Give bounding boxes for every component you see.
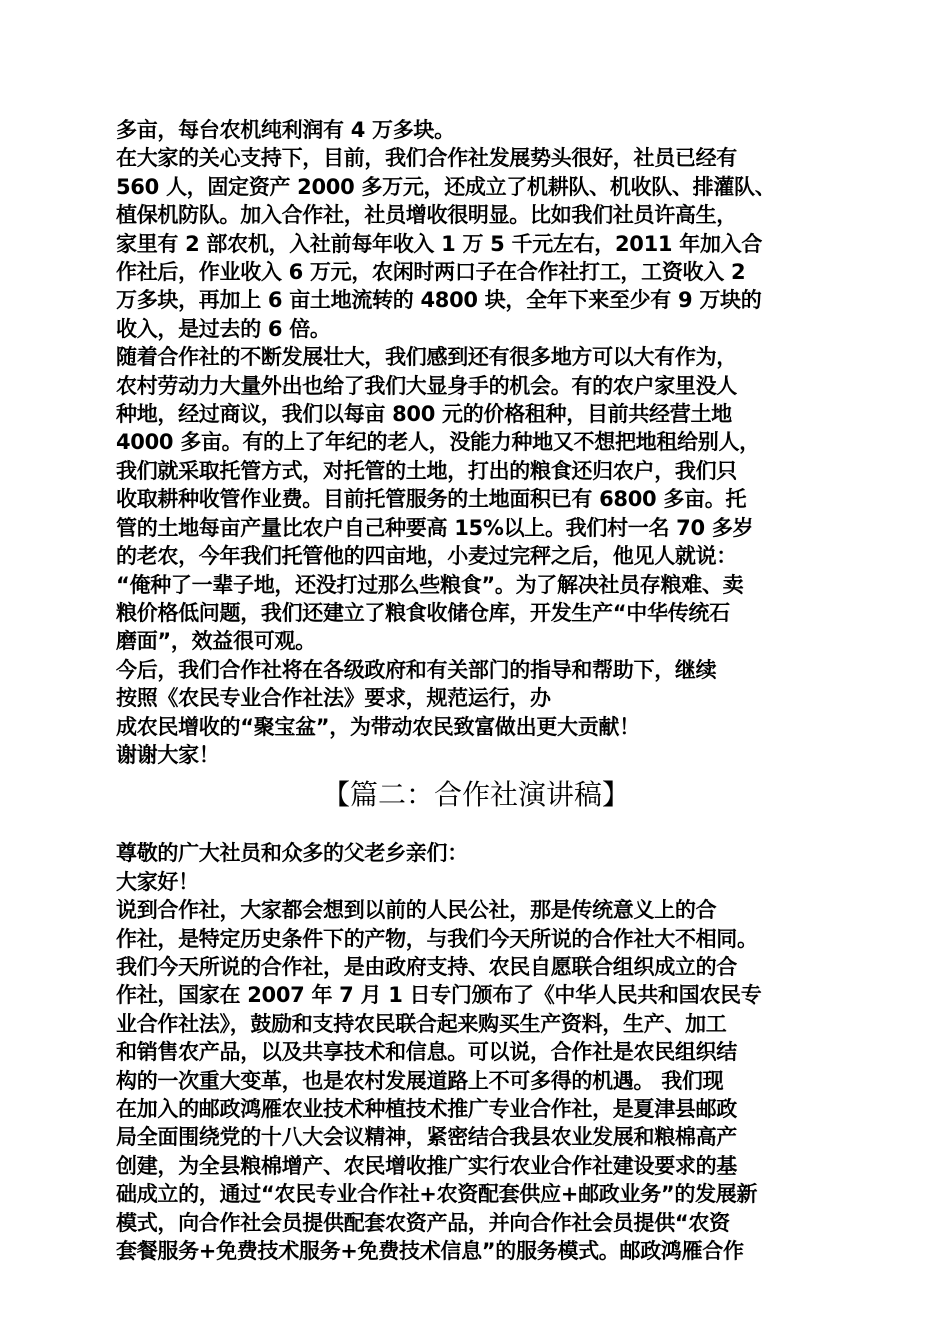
text-line: 局全面围绕党的十八大会议精神，紧密结合我县农业发展和粮棉高产 [116, 1125, 737, 1150]
section-2-text [116, 839, 836, 1265]
text-line: 560 人，固定资产 2000 多万元，还成立了机耕队、机收队、排灌队、 [116, 174, 776, 199]
section-2-title: 【篇二：合作社演讲稿】 [321, 778, 630, 812]
text-line: 磨面”，效益很可观。 [116, 629, 316, 654]
text-line: 收取耕种收管作业费。目前托管服务的土地面积已有 6800 多亩。托 [116, 487, 747, 512]
text-line: 创建，为全县粮棉增产、农民增收推广实行农业合作社建设要求的基 [116, 1153, 737, 1178]
text-line: 尊敬的广大社员和众多的父老乡亲们： [116, 841, 468, 866]
text-line: 植保机防队。加入合作社，社员增收很明显。比如我们社员许高生， [116, 203, 737, 228]
text-line: 套餐服务+免费技术服务+免费技术信息”的服务模式。邮政鸿雁合作 [116, 1239, 744, 1264]
text-line: 作社，是特定历史条件下的产物，与我们今天所说的合作社大不相同。 [116, 926, 758, 951]
text-line: 作社后，作业收入 6 万元，农闲时两口子在合作社打工，工资收入 2 [116, 260, 746, 285]
text-line: 收入，是过去的 6 倍。 [116, 316, 331, 341]
text-line: 业合作社法》，鼓励和支持农民联合起来购买生产资料，生产、加工 [116, 1011, 727, 1036]
text-line: “俺种了一辈子地，还没打过那么些粮食”。为了解决社员存粮难、卖 [116, 572, 744, 597]
text-line: 和销售农产品，以及共享技术和信息。可以说，合作社是农民组织结 [116, 1040, 737, 1065]
text-line: 谢谢大家！ [116, 742, 220, 767]
text-line: 按照《农民专业合作社法》要求，规范运行，办 [116, 686, 551, 711]
text-line: 家里有 2 部农机，入社前每年收入 1 万 5 千元左右，2011 年加入合 [116, 231, 763, 256]
text-line: 种地，经过商议，我们以每亩 800 元的价格租种，目前共经营土地 [116, 402, 732, 427]
text-line: 多亩，每台农机纯利润有 4 万多块。 [116, 118, 455, 142]
text-line: 构的一次重大变革，也是农村发展道路上不可多得的机遇。 我们现 [116, 1068, 724, 1093]
text-line: 我们就采取托管方式，对托管的土地，打出的粮食还归农户，我们只 [116, 458, 737, 483]
document-body [116, 116, 836, 1265]
text-line: 万多块，再加上 6 亩土地流转的 4800 块，全年下来至少有 9 万块的 [116, 288, 762, 313]
text-line: 随着合作社的不断发展壮大，我们感到还有很多地方可以大有作为， [116, 345, 737, 370]
text-line: 成农民增收的“聚宝盆”，为带动农民致富做出更大贡献！ [116, 714, 640, 739]
text-line: 我们今天所说的合作社，是由政府支持、农民自愿联合组织成立的合 [116, 954, 737, 979]
section-1-text [116, 116, 836, 769]
text-line: 在大家的关心支持下，目前，我们合作社发展势头很好，社员已经有 [116, 146, 737, 171]
text-line: 的老农，今年我们托管他的四亩地，小麦过完秤之后，他见人就说： [116, 544, 737, 569]
text-line: 作社，国家在 2007 年 7 月 1 日专门颁布了《中华人民共和国农民专 [116, 983, 762, 1008]
text-line: 础成立的，通过“农民专业合作社+农资配套供应+邮政业务”的发展新 [116, 1182, 758, 1207]
text-line: 4000 多亩。有的上了年纪的老人，没能力种地又不想把地租给别人， [116, 430, 760, 455]
text-line: 管的土地每亩产量比农户自己种要高 15%以上。我们村一名 70 多岁 [116, 515, 754, 540]
text-line: 说到合作社，大家都会想到以前的人民公社，那是传统意义上的合 [116, 898, 717, 923]
text-line: 在加入的邮政鸿雁农业技术种植技术推广专业合作社，是夏津县邮政 [116, 1097, 737, 1121]
text-line: 大家好！ [116, 869, 199, 894]
text-line: 粮价格低问题，我们还建立了粮食收储仓库，开发生产“中华传统石 [116, 600, 730, 625]
text-line: 农村劳动力大量外出也给了我们大显身手的机会。有的农户家里没人 [116, 373, 737, 398]
text-line: 模式，向合作社会员提供配套农资产品，并向合作社会员提供“农资 [116, 1210, 730, 1235]
text-line: 今后，我们合作社将在各级政府和有关部门的指导和帮助下，继续 [116, 657, 717, 682]
